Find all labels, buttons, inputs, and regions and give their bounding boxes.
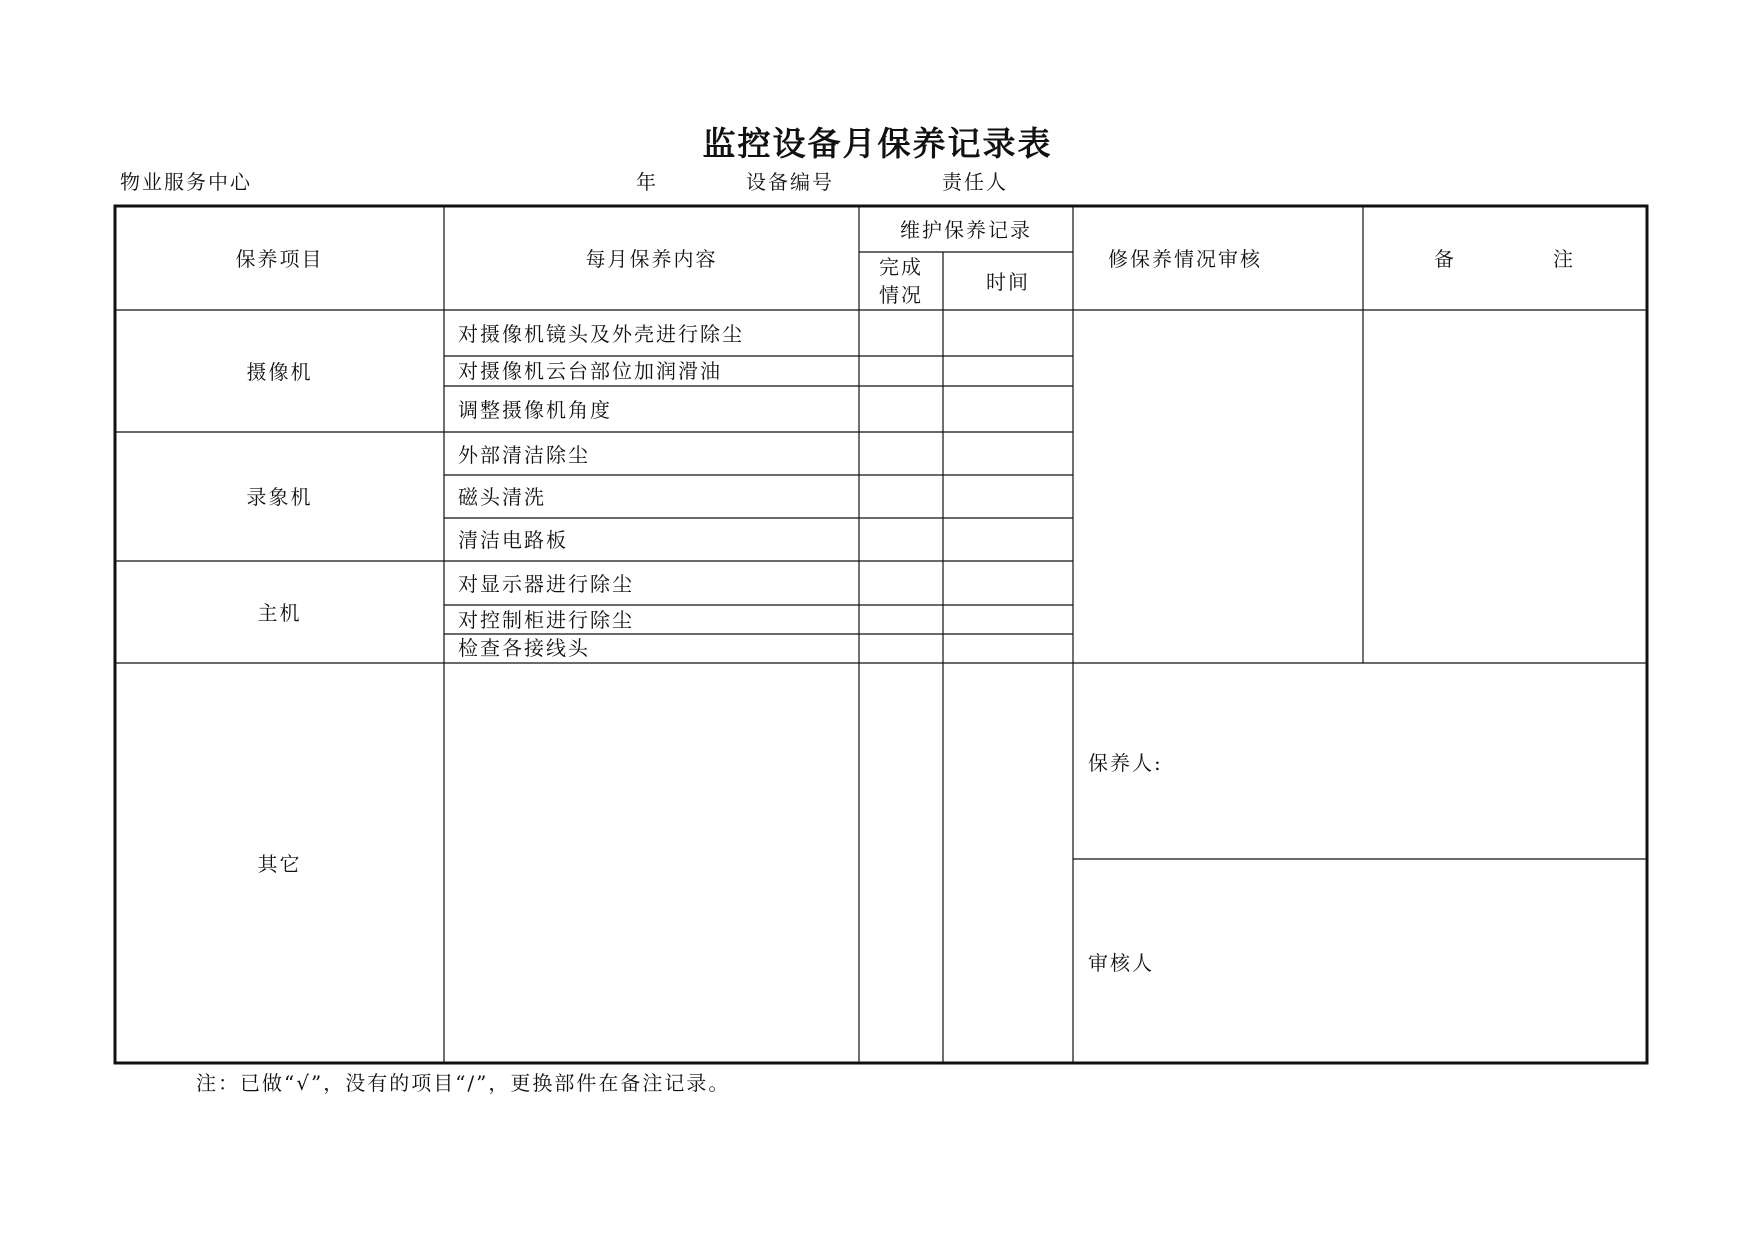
maintainer-label: 保养人: <box>1088 751 1163 775</box>
task-item: 对摄像机云台部位加润滑油 <box>458 359 722 383</box>
equipment-number-label: 设备编号 <box>746 170 834 194</box>
col-header-complete-line1: 完成 <box>879 255 923 279</box>
year-label: 年 <box>636 170 658 194</box>
col-header-item: 保养项目 <box>235 247 324 271</box>
group-host: 主机 <box>257 601 302 625</box>
col-header-remark-char2: 注 <box>1553 247 1575 271</box>
col-header-time: 时间 <box>986 270 1030 294</box>
col-header-review: 修保养情况审核 <box>1108 247 1262 271</box>
page-title: 监控设备月保养记录表 <box>702 124 1053 163</box>
organization-label: 物业服务中心 <box>120 170 252 194</box>
task-item: 对控制柜进行除尘 <box>458 608 634 632</box>
task-item: 磁头清洗 <box>458 485 546 509</box>
group-recorder: 录象机 <box>246 485 313 509</box>
group-other: 其它 <box>257 852 302 876</box>
task-item: 外部清洁除尘 <box>458 443 590 467</box>
task-item: 对显示器进行除尘 <box>458 572 634 596</box>
col-header-remark-char1: 备 <box>1434 247 1456 271</box>
group-camera: 摄像机 <box>246 360 313 384</box>
footnote: 注：已做“√”，没有的项目“/”，更换部件在备注记录。 <box>196 1071 731 1095</box>
task-item: 检查各接线头 <box>458 636 590 660</box>
responsible-person-label: 责任人 <box>942 170 1008 194</box>
task-item: 清洁电路板 <box>458 528 568 552</box>
col-header-record: 维护保养记录 <box>900 218 1032 242</box>
task-item: 对摄像机镜头及外壳进行除尘 <box>458 322 744 346</box>
task-item: 调整摄像机角度 <box>458 398 612 422</box>
reviewer-label: 审核人 <box>1088 951 1154 975</box>
col-header-content: 每月保养内容 <box>585 247 718 271</box>
col-header-complete-line2: 情况 <box>879 283 923 307</box>
